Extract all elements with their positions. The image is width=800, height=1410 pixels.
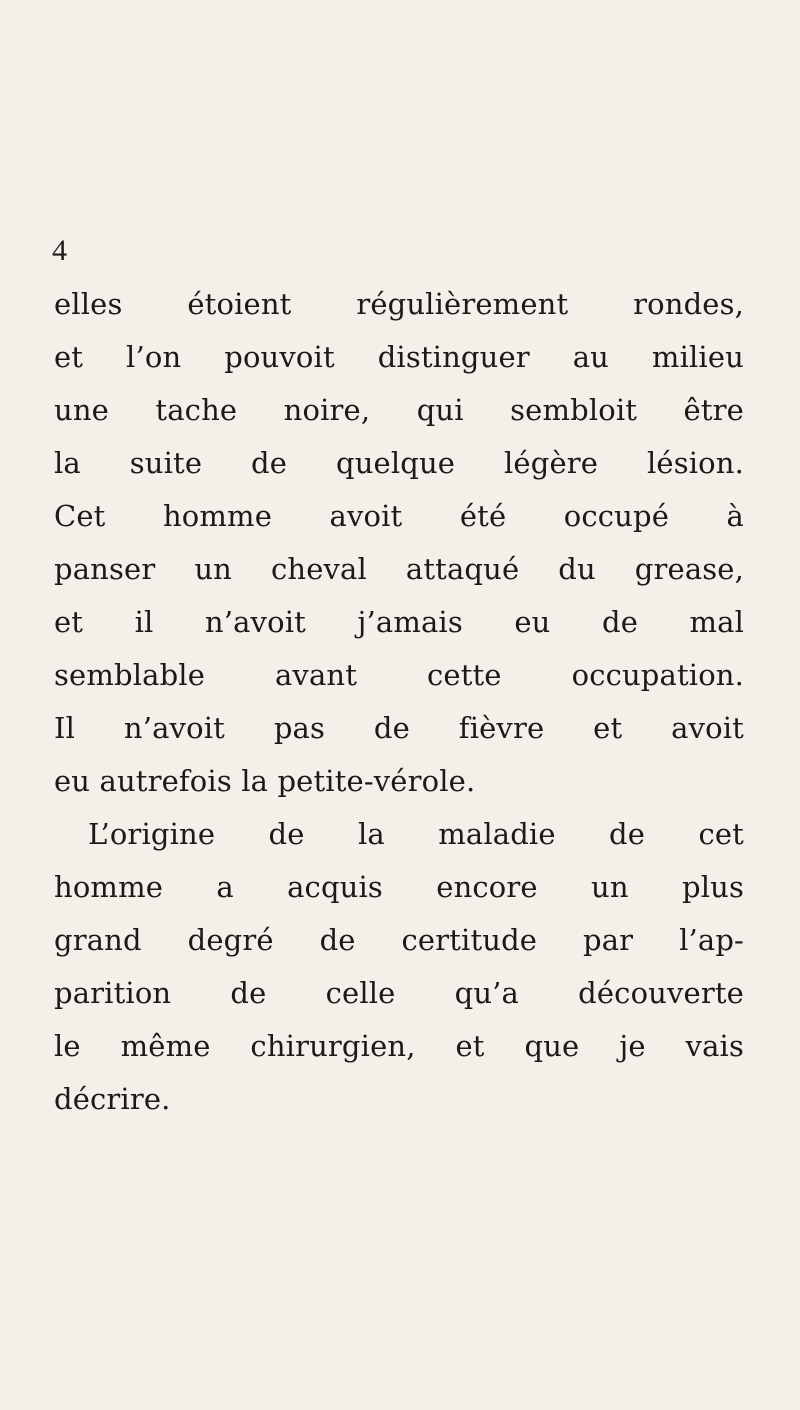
- page-number: 4: [52, 234, 67, 267]
- text-line-5: Cet homme avoit été occupé à: [54, 499, 744, 533]
- text-line-6: panser un cheval attaqué du grease,: [54, 552, 744, 586]
- text-line-14: parition de celle qu’a découverte: [54, 976, 744, 1010]
- text-line-15: le même chirurgien, et que je vais: [54, 1029, 744, 1063]
- text-line-7: et il n’avoit j’amais eu de mal: [54, 605, 744, 639]
- text-line-3: une tache noire, qui sembloit être: [54, 393, 744, 427]
- text-line-9: Il n’avoit pas de fièvre et avoit: [54, 711, 744, 745]
- text-line-2: et l’on pouvoit distinguer au milieu: [54, 340, 744, 374]
- body-text: [54, 278, 744, 1126]
- text-line-8: semblable avant cette occupation.: [54, 658, 744, 692]
- text-line-4: la suite de quelque légère lésion.: [54, 446, 744, 480]
- text-line-1: elles étoient régulièrement rondes,: [54, 287, 744, 321]
- text-line-11: L’origine de la maladie de cet: [88, 817, 744, 851]
- text-line-10: eu autrefois la petite-vérole.: [54, 764, 476, 798]
- text-line-12: homme a acquis encore un plus: [54, 870, 744, 904]
- text-line-16: décrire.: [54, 1082, 171, 1116]
- text-line-13: grand degré de certitude par l’ap-: [54, 923, 744, 957]
